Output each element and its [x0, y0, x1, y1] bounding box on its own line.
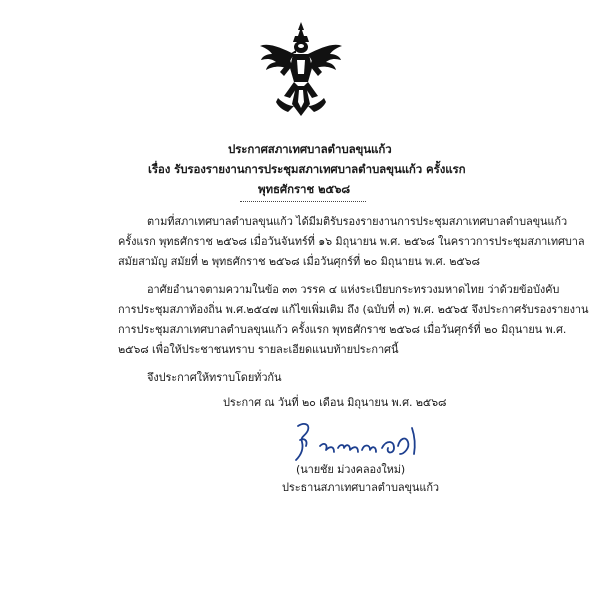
signer-name: (นายชัย ม่วงคลองใหม่): [296, 463, 406, 476]
page-title: ประกาศสภาเทศบาลตำบลขุนแก้ว: [228, 142, 392, 156]
paragraph-1-line-3: สมัยสามัญ สมัยที่ ๒ พุทธศักราช ๒๕๖๘ เมื่อวันศุกร์ที่ ๒๐ มิถุนายน พ.ศ. ๒๕๖๘: [118, 255, 480, 268]
paragraph-1-line-1: ตามที่สภาเทศบาลตำบลขุนแก้ว ได้มีมติรับรองรายงานการประชุมสภาเทศบาลตำบลขุนแก้ว: [147, 215, 568, 228]
year-line: พุทธศักราช ๒๕๖๘: [258, 182, 351, 196]
subject-line: เรื่อง รับรองรายงานการประชุมสภาเทศบาลตำบลขุนแก้ว ครั้งแรก: [148, 162, 466, 176]
signer-position: ประธานสภาเทศบาลตำบลขุนแก้ว: [282, 481, 439, 494]
closing-line: จึงประกาศให้ทราบโดยทั่วกัน: [147, 371, 282, 384]
announce-date-line: ประกาศ ณ วันที่ ๒๐ เดือน มิถุนายน พ.ศ. ๒๕๖๘: [223, 396, 447, 409]
paragraph-2-line-4: ๒๕๖๘ เพื่อให้ประชาชนทราบ รายละเอียดแนบท้ายประกาศนี้: [118, 343, 399, 356]
paragraph-1-line-2: ครั้งแรก พุทธศักราช ๒๕๖๘ เมื่อวันจันทร์ที่ ๑๖ มิถุนายน พ.ศ. ๒๕๖๘ ในคราวการประชุมสภาเทศบาล: [118, 235, 585, 248]
paragraph-2-line-2: การประชุมสภาท้องถิ่น พ.ศ.๒๕๔๗ แก้ไขเพิ่มเติม ถึง (ฉบับที่ ๓) พ.ศ. ๒๕๖๕ จึงประกาศรับรองรายงาน: [118, 303, 589, 316]
paragraph-2-line-1: อาศัยอำนาจตามความในข้อ ๓๓ วรรค ๔ แห่งระเบียบกระทรวงมหาดไทย ว่าด้วยข้อบังคับ: [147, 283, 560, 296]
divider: [240, 201, 366, 202]
garuda-emblem-icon: [258, 20, 344, 122]
paragraph-2-line-3: การประชุมสภาเทศบาลตำบลขุนแก้ว ครั้งแรก พุทธศักราช ๒๕๖๘ เมื่อวันศุกร์ที่ ๒๐ มิถุนายน พ.ศ.: [118, 323, 567, 336]
